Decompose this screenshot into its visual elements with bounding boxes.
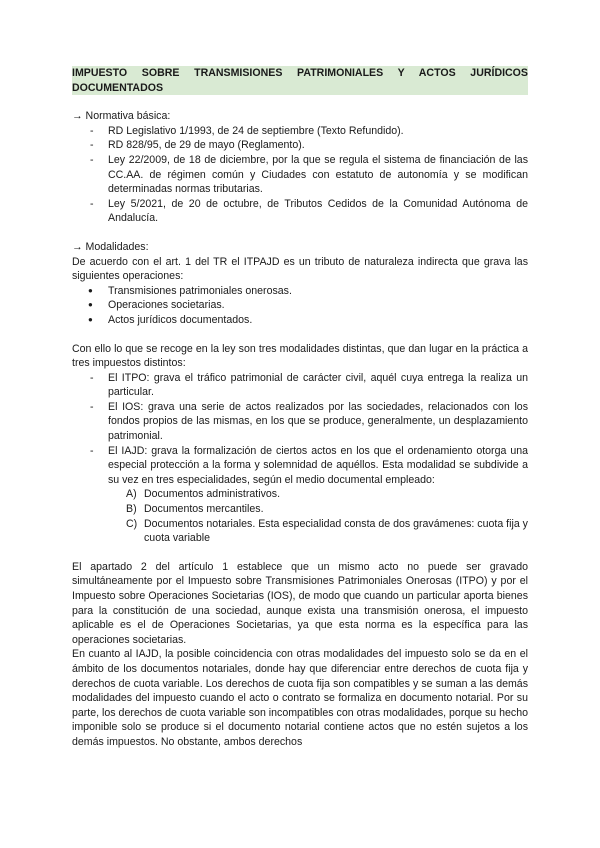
tres-list (72, 371, 528, 488)
bullet-item: ● Actos jurídicos documentados. (72, 313, 528, 328)
sub-item (72, 502, 528, 517)
modalidades-heading: → Modalidades: (72, 240, 149, 253)
sub-text: Documentos notariales. Esta especialidad consta de dos gravámenes: cuota fija y cuota variable (144, 517, 528, 545)
paragraph: En cuanto al IAJD, la posible coincidencia con otras modalidades del impuesto solo se da en el ámbito de los documentos notariales, donde hay que diferenciar entre derechos de cuota fija y derechos de cuota variable. Los derechos de cuota fija son compatibles y se suman a las demás modalidades del impuesto cuando el acto o contrato se formaliza en documento notarial. Por su parte, los derechos de cuota variable son incompatibles con otras modalidades, porque su hecho imponible solo se produce si el documento notarial contiene actos que no estén sujetos a los demás impuestos. No obstante, ambos derechos (72, 648, 528, 748)
tres-item: - El ITPO: grava el tráfico patrimonial de carácter civil, aquél cuya entrega la realiza un particular. (72, 371, 528, 400)
tres-section (72, 342, 528, 546)
sub-marker: A) (126, 488, 137, 501)
bullet-item: ● Transmisiones patrimoniales onerosas. (72, 284, 528, 299)
normativa-item: - RD Legislativo 1/1993, de 24 de septiembre (Texto Refundido). (72, 124, 528, 139)
sub-text: Documentos mercantiles. (144, 503, 264, 516)
sub-text: Documentos administrativos. (144, 488, 281, 501)
iajd-sublist (72, 487, 528, 545)
normativa-item: - Ley 5/2021, de 20 de octubre, de Tributos Cedidos de la Comunidad Autónoma de Andalucía. (72, 197, 528, 226)
tres-item: - El IOS: grava una serie de actos realizados por las sociedades, relacionados con los fondos propios de las mismas, en los que se produce, generalmente, un desplazamiento patrimonial. (72, 400, 528, 444)
body-section (72, 560, 528, 750)
document-title: IMPUESTO SOBRE TRANSMISIONES PATRIMONIALES Y ACTOS JURÍDICOS DOCUMENTADOS (72, 67, 528, 94)
modalidades-bullets (72, 284, 528, 328)
normativa-item: - Ley 22/2009, de 18 de diciembre, por la que se regula el sistema de financiación de las CC.AA. de régimen común y Ciudades con estatuto de autonomía y se modifican determinadas normas tributarias. (72, 153, 528, 197)
sub-item (72, 487, 528, 502)
sub-marker: B) (126, 503, 137, 516)
sub-item (72, 517, 528, 546)
tres-item: - El IAJD: grava la formalización de ciertos actos en los que el ordenamiento otorga una especial protección a la forma y solemnidad de aquéllos. Esta modalidad se subdivide a su vez en tres especialidades, según el medio documental empleado: (72, 444, 528, 488)
normativa-section (72, 109, 528, 226)
sub-marker: C) (126, 517, 138, 530)
modalidades-section (72, 240, 528, 328)
normativa-list (72, 124, 528, 226)
bullet-item: ● Operaciones societarias. (72, 298, 528, 313)
document-page (72, 66, 528, 750)
paragraph: El apartado 2 del artículo 1 establece que un mismo acto no puede ser gravado simultáneamente por el Impuesto sobre Transmisiones Patrimoniales Onerosas (ITPO) y por el Impuesto sobre Operaciones Societarias (IOS), de modo que cuando un particular aporta bienes para la constitución de una sociedad, aunque exista una transmisión onerosa, el impuesto aplicable es el de Operaciones Societarias, ya que esta norma es la específica para las operaciones societarias. (72, 560, 528, 646)
tres-intro: Con ello lo que se recoge en la ley son tres modalidades distintas, que dan lugar en la práctica a tres impuestos distintos: (72, 342, 528, 370)
normativa-item: - RD 828/95, de 29 de mayo (Reglamento). (72, 138, 528, 153)
normativa-heading: → Normativa básica: (72, 110, 171, 123)
modalidades-intro: De acuerdo con el art. 1 del TR el ITPAJD es un tributo de naturaleza indirecta que grava las siguientes operaciones: (72, 255, 528, 283)
